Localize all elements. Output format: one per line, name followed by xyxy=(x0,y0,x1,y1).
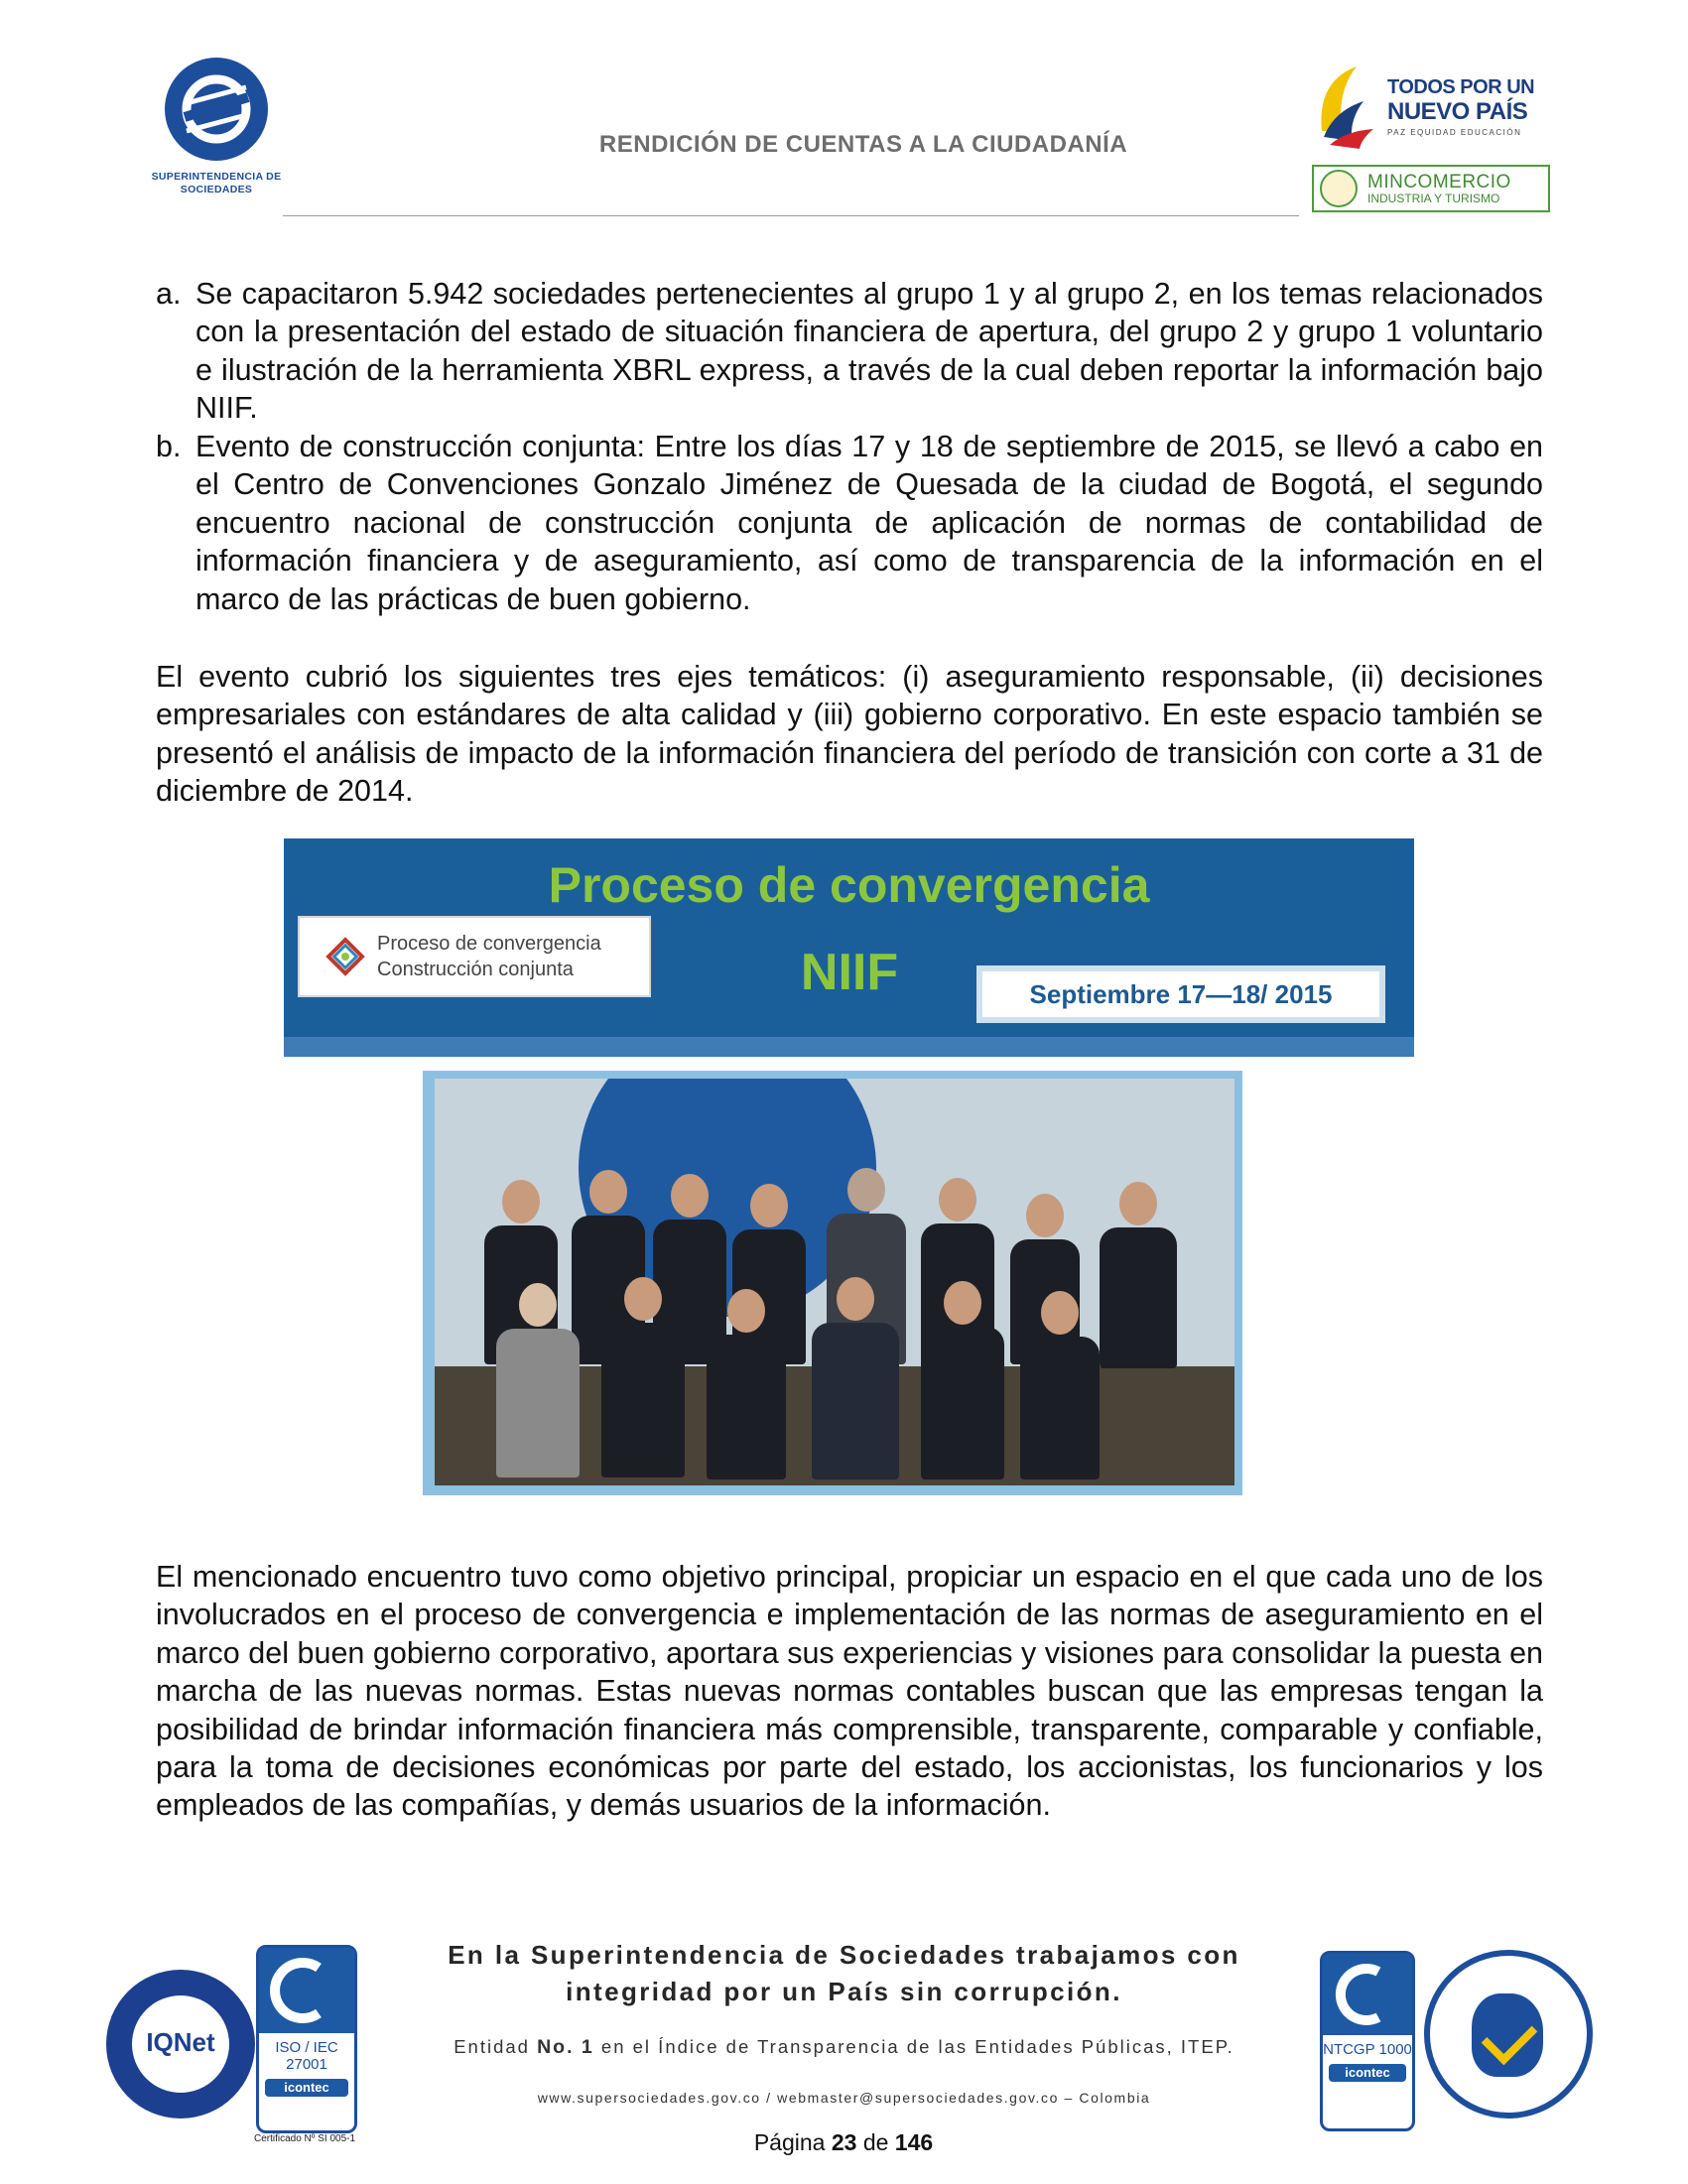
mincomercio-logo xyxy=(1312,165,1550,212)
list-item xyxy=(156,275,1543,428)
figure-box-line2: Construcción conjunta xyxy=(377,959,574,980)
gov-slogan-line2: NUEVO PAÍS xyxy=(1387,98,1528,125)
coat-of-arms-icon xyxy=(1320,170,1358,207)
person-figure xyxy=(1100,1182,1177,1368)
list-item xyxy=(156,428,1543,618)
footer-slogan xyxy=(377,1937,1311,2010)
superintendencia-logo xyxy=(147,58,286,196)
list-marker: a. xyxy=(156,277,182,311)
person-figure xyxy=(921,1281,1004,1479)
construction-logo-icon xyxy=(325,937,365,976)
person-figure xyxy=(601,1277,685,1477)
icontec-brand: icontec xyxy=(1329,2064,1406,2082)
footer-slogan-line1: En la Superintendencia de Sociedades trabajamos con xyxy=(448,1940,1240,1970)
page-number xyxy=(595,2129,1092,2156)
iqnet-certification-seal xyxy=(106,1970,255,2119)
entity-prefix: Entidad xyxy=(454,2036,530,2057)
colombia-flag-icon xyxy=(1312,62,1381,151)
list-item-text: Evento de construcción conjunta: Entre los días 17 y 18 de septiembre de 2015, se llevó a cabo en el Centro de Convenciones Gonzalo Jiménez de Quesada de la ciudad de Bogotá, el segundo encuentro nacional de construcción conjunta de aplicación de normas de contabilidad de información financiera y de aseguramiento, así como de transparencia de la información en el marco de las prácticas de buen gobierno. xyxy=(195,430,1543,616)
person-figure xyxy=(1020,1291,1100,1479)
ntcgp-badge-code: NTCGP 1000 xyxy=(1323,2041,1412,2058)
entity-number: No. 1 xyxy=(537,2036,594,2058)
figure-subtitle: NIIF xyxy=(800,944,899,1001)
icontec-mark-icon xyxy=(259,1948,354,2033)
iso-badge-code: ISO / IEC 27001 xyxy=(275,2039,338,2073)
iqnet-label: IQNet xyxy=(146,2027,215,2057)
page-total: 146 xyxy=(894,2129,934,2155)
figure-banner-band xyxy=(284,1037,1414,1057)
group-photo xyxy=(435,1079,1234,1485)
list-item-text: Se capacitaron 5.942 sociedades pertenecientes al grupo 1 y al grupo 2, en los temas relacionados con la presentación del estado de situación financiera de apertura, del grupo 2 y grupo 1 voluntario e ilustración de la herramienta XBRL express, a través de la cual deben reportar la información bajo NIIF. xyxy=(195,277,1543,426)
icontec-mark-icon xyxy=(1323,1954,1412,2035)
figure-date: Septiembre 17—18/ 2015 xyxy=(976,965,1385,1023)
iso-27001-badge xyxy=(256,1945,357,2133)
page-current: 23 xyxy=(831,2129,857,2155)
footer-entity-ranking xyxy=(377,2036,1311,2059)
page-of: de xyxy=(862,2129,889,2155)
ntcgp-1000-badge xyxy=(1320,1951,1415,2131)
gov-slogan-line1: TODOS POR UN xyxy=(1387,76,1535,98)
entity-suffix: en el Índice de Transparencia de las Entidades Públicas, ITEP. xyxy=(600,2036,1234,2057)
figure-title: Proceso de convergencia xyxy=(548,857,1150,913)
ministry-name: MINCOMERCIO xyxy=(1367,171,1511,193)
body-paragraph: El evento cubrió los siguientes tres ejes temáticos: (i) aseguramiento responsable, (ii) decisiones empresariales con estándares de alta calidad y (iii) gobierno corporativo. En este espacio también se presentó el análisis de impacto de la información financiera del período de transición con corte a 31 de diciembre de 2014. xyxy=(156,660,1543,809)
icontec-brand: icontec xyxy=(265,2079,348,2097)
figure-program-box xyxy=(298,916,651,997)
footer-website: www.supersociedades.gov.co / webmaster@supersociedades.gov.co – Colombia xyxy=(537,2090,1151,2106)
body-paragraph: El mencionado encuentro tuvo como objetivo principal, propiciar un espacio en el que cada uno de los involucrados en el proceso de convergencia e implementación de las normas de aseguramiento en el marco del buen gobierno corporativo, aportara sus experiencias y visiones para consolidar la puesta en marcha de las nuevas normas. Estas nuevas normas contables buscan que las empresas tengan la posibilidad de brindar información financiera más comprensible, transparente, comparable y confiable, para la toma de decisiones económicas por parte del estado, los accionistas, los funcionarios y los empleados de las compañías, y demás usuarios de la información. xyxy=(156,1560,1543,1823)
person-figure xyxy=(707,1289,786,1479)
page-label: Página xyxy=(753,2129,826,2155)
quality-management-seal xyxy=(1424,1950,1593,2119)
list-marker: b. xyxy=(156,430,182,463)
person-figure xyxy=(812,1277,899,1479)
gov-tagline: PAZ EQUIDAD EDUCACIÓN xyxy=(1387,128,1522,137)
person-figure xyxy=(496,1283,580,1477)
header-divider xyxy=(283,215,1299,216)
figure-box-line1: Proceso de convergencia xyxy=(377,933,601,955)
ministry-subtitle: INDUSTRIA Y TURISMO xyxy=(1367,191,1500,205)
government-logo xyxy=(1312,62,1550,212)
page-header-title: RENDICIÓN DE CUENTAS A LA CIUDADANÍA xyxy=(598,131,1128,158)
footer-slogan-line2: integridad por un País sin corrupción. xyxy=(566,1977,1122,2006)
certificate-note: Certificado Nº SI 005-1 xyxy=(253,2133,356,2144)
superintendencia-logo-text: SUPERINTENDENCIA DE SOCIEDADES xyxy=(151,171,282,195)
superintendencia-emblem-icon xyxy=(165,58,268,161)
event-figure xyxy=(284,838,1414,1501)
